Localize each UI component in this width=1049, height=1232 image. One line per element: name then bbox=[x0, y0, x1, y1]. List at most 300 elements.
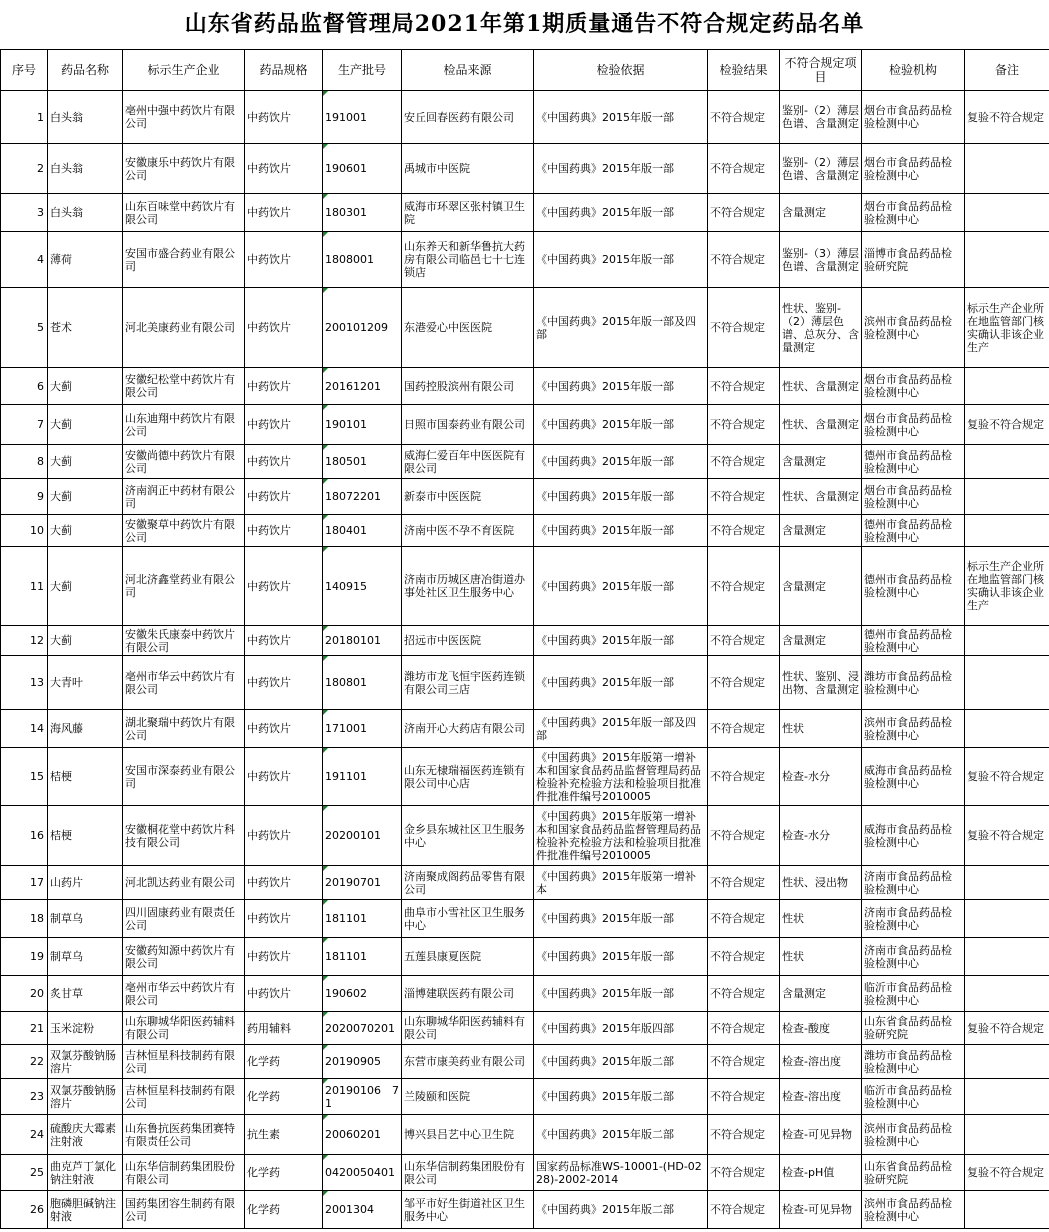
cell-note bbox=[965, 1045, 1049, 1079]
cell-source: 博兴县吕艺中心卫生院 bbox=[402, 1115, 534, 1155]
cell-item: 性状、含量测定 bbox=[780, 479, 862, 515]
cell-source: 禹城市中医院 bbox=[402, 144, 534, 194]
cell-maker: 山东迪翔中药饮片有限公司 bbox=[123, 405, 245, 445]
table-row bbox=[1, 547, 1049, 626]
cell-maker: 亳州市华云中药饮片有限公司 bbox=[123, 976, 245, 1012]
cell-basis: 《中国药典》2015年版一部 bbox=[534, 368, 708, 405]
cell-source: 金乡县东城社区卫生服务中心 bbox=[402, 806, 534, 866]
cell-maker: 山东聊城华阳医药辅料有限公司 bbox=[123, 1012, 245, 1045]
cell-result: 不符合规定 bbox=[708, 748, 780, 806]
table-row bbox=[1, 91, 1049, 144]
cell-no: 14 bbox=[1, 710, 48, 748]
cell-result: 不符合规定 bbox=[708, 445, 780, 479]
cell-result: 不符合规定 bbox=[708, 547, 780, 626]
cell-note bbox=[965, 900, 1049, 938]
table-row bbox=[1, 232, 1049, 288]
cell-name: 山药片 bbox=[48, 866, 123, 900]
cell-no: 11 bbox=[1, 547, 48, 626]
header-maker: 标示生产企业 bbox=[123, 50, 245, 91]
cell-name: 胞磷胆碱钠注射液 bbox=[48, 1191, 123, 1229]
cell-basis: 《中国药典》2015年版一部及四部 bbox=[534, 710, 708, 748]
cell-note bbox=[965, 1191, 1049, 1229]
cell-source: 济南市历城区唐冶街道办事处社区卫生服务中心 bbox=[402, 547, 534, 626]
cell-maker: 国药集团容生制药有限公司 bbox=[123, 1191, 245, 1229]
cell-result: 不符合规定 bbox=[708, 1115, 780, 1155]
cell-agency: 威海市食品药品检验检测中心 bbox=[862, 806, 965, 866]
cell-maker: 安徽聚草中药饮片有限公司 bbox=[123, 515, 245, 547]
cell-maker: 吉林恒星科技制药有限公司 bbox=[123, 1045, 245, 1079]
cell-name: 硫酸庆大霉素注射液 bbox=[48, 1115, 123, 1155]
cell-item: 鉴别-（2）薄层色谱、含量测定 bbox=[780, 144, 862, 194]
cell-spec: 中药饮片 bbox=[245, 866, 323, 900]
table-body bbox=[1, 91, 1049, 1229]
cell-result: 不符合规定 bbox=[708, 515, 780, 547]
table-row bbox=[1, 626, 1049, 656]
cell-basis: 《中国药典》2015年版一部 bbox=[534, 976, 708, 1012]
cell-note: 复验不符合规定 bbox=[965, 748, 1049, 806]
header-batch: 生产批号 bbox=[323, 50, 402, 91]
cell-maker: 安徽尚德中药饮片有限公司 bbox=[123, 445, 245, 479]
cell-result: 不符合规定 bbox=[708, 368, 780, 405]
table-row bbox=[1, 976, 1049, 1012]
cell-batch: 20060201 bbox=[323, 1115, 402, 1155]
cell-no: 9 bbox=[1, 479, 48, 515]
cell-note bbox=[965, 144, 1049, 194]
cell-source: 山东养天和新华鲁抗大药房有限公司临邑七十七连锁店 bbox=[402, 232, 534, 288]
cell-name: 大蓟 bbox=[48, 515, 123, 547]
cell-agency: 潍坊市食品药品检验检测中心 bbox=[862, 1045, 965, 1079]
cell-spec: 中药饮片 bbox=[245, 710, 323, 748]
cell-no: 8 bbox=[1, 445, 48, 479]
cell-source: 淄博建联医药有限公司 bbox=[402, 976, 534, 1012]
cell-name: 桔梗 bbox=[48, 806, 123, 866]
cell-agency: 济南市食品药品检验检测中心 bbox=[862, 938, 965, 976]
cell-item: 检查-水分 bbox=[780, 748, 862, 806]
header-item: 不符合规定项目 bbox=[780, 50, 862, 91]
cell-note bbox=[965, 515, 1049, 547]
cell-note bbox=[965, 866, 1049, 900]
table-row bbox=[1, 479, 1049, 515]
table-row bbox=[1, 710, 1049, 748]
cell-spec: 中药饮片 bbox=[245, 515, 323, 547]
cell-batch: 180801 bbox=[323, 656, 402, 710]
cell-basis: 《中国药典》2015年版一部 bbox=[534, 938, 708, 976]
cell-maker: 安徽朱氏康泰中药饮片有限公司 bbox=[123, 626, 245, 656]
cell-result: 不符合规定 bbox=[708, 288, 780, 368]
cell-item: 性状、含量测定 bbox=[780, 368, 862, 405]
table-row bbox=[1, 866, 1049, 900]
header-spec: 药品规格 bbox=[245, 50, 323, 91]
cell-spec: 中药饮片 bbox=[245, 900, 323, 938]
cell-spec: 中药饮片 bbox=[245, 368, 323, 405]
cell-basis: 《中国药典》2015年版二部 bbox=[534, 1115, 708, 1155]
cell-source: 邹平市好生街道社区卫生服务中心 bbox=[402, 1191, 534, 1229]
cell-item: 检查-溶出度 bbox=[780, 1079, 862, 1115]
cell-basis: 《中国药典》2015年版一部及四部 bbox=[534, 288, 708, 368]
cell-note bbox=[965, 1079, 1049, 1115]
cell-spec: 化学药 bbox=[245, 1079, 323, 1115]
cell-item: 含量测定 bbox=[780, 515, 862, 547]
cell-note: 复验不符合规定 bbox=[965, 405, 1049, 445]
cell-no: 25 bbox=[1, 1155, 48, 1191]
cell-batch: 181101 bbox=[323, 900, 402, 938]
cell-name: 大蓟 bbox=[48, 547, 123, 626]
cell-result: 不符合规定 bbox=[708, 626, 780, 656]
cell-batch: 0420050401 bbox=[323, 1155, 402, 1191]
cell-source: 潍坊市龙飞恒宇医药连锁有限公司三店 bbox=[402, 656, 534, 710]
cell-batch: 20190701 bbox=[323, 866, 402, 900]
cell-maker: 安徽康乐中药饮片有限公司 bbox=[123, 144, 245, 194]
header-basis: 检验依据 bbox=[534, 50, 708, 91]
cell-result: 不符合规定 bbox=[708, 405, 780, 445]
cell-result: 不符合规定 bbox=[708, 656, 780, 710]
cell-agency: 威海市食品药品检验检测中心 bbox=[862, 748, 965, 806]
cell-basis: 《中国药典》2015年版一部 bbox=[534, 547, 708, 626]
cell-note bbox=[965, 656, 1049, 710]
cell-basis: 《中国药典》2015年版一部 bbox=[534, 194, 708, 232]
cell-source: 济南中医不孕不育医院 bbox=[402, 515, 534, 547]
cell-agency: 临沂市食品药品检验检测中心 bbox=[862, 1079, 965, 1115]
header-result: 检验结果 bbox=[708, 50, 780, 91]
cell-item: 检查-水分 bbox=[780, 806, 862, 866]
cell-note bbox=[965, 479, 1049, 515]
cell-basis: 《中国药典》2015年版四部 bbox=[534, 1012, 708, 1045]
cell-batch: 191101 bbox=[323, 748, 402, 806]
cell-item: 性状 bbox=[780, 900, 862, 938]
cell-spec: 中药饮片 bbox=[245, 479, 323, 515]
cell-basis: 《中国药典》2015年版一部 bbox=[534, 900, 708, 938]
table-row bbox=[1, 368, 1049, 405]
cell-no: 22 bbox=[1, 1045, 48, 1079]
cell-result: 不符合规定 bbox=[708, 1155, 780, 1191]
cell-batch: 140915 bbox=[323, 547, 402, 626]
cell-agency: 烟台市食品药品检验检测中心 bbox=[862, 405, 965, 445]
cell-spec: 化学药 bbox=[245, 1191, 323, 1229]
cell-no: 4 bbox=[1, 232, 48, 288]
cell-no: 6 bbox=[1, 368, 48, 405]
cell-spec: 抗生素 bbox=[245, 1115, 323, 1155]
cell-name: 大青叶 bbox=[48, 656, 123, 710]
cell-agency: 烟台市食品药品检验检测中心 bbox=[862, 368, 965, 405]
cell-source: 曲阜市小雪社区卫生服务中心 bbox=[402, 900, 534, 938]
cell-agency: 滨州市食品药品检验检测中心 bbox=[862, 288, 965, 368]
table-row bbox=[1, 1012, 1049, 1045]
cell-no: 13 bbox=[1, 656, 48, 710]
cell-note bbox=[965, 976, 1049, 1012]
cell-source: 山东聊城华阳医药辅料有限公司 bbox=[402, 1012, 534, 1045]
cell-basis: 《中国药典》2015年版一部 bbox=[534, 626, 708, 656]
cell-name: 海风藤 bbox=[48, 710, 123, 748]
cell-basis: 《中国药典》2015年版第一增补本和国家食品药品监督管理局药品检验补充检验方法和检验项目批准件批准件编号2010005 bbox=[534, 748, 708, 806]
cell-basis: 《中国药典》2015年版二部 bbox=[534, 1045, 708, 1079]
cell-maker: 山东华信制药集团股份有限公司 bbox=[123, 1155, 245, 1191]
table-row bbox=[1, 656, 1049, 710]
table-row bbox=[1, 1045, 1049, 1079]
cell-item: 含量测定 bbox=[780, 626, 862, 656]
cell-maker: 安国市深泰药业有限公司 bbox=[123, 748, 245, 806]
cell-maker: 亳州中强中药饮片有限公司 bbox=[123, 91, 245, 144]
cell-maker: 安徽药知源中药饮片有限公司 bbox=[123, 938, 245, 976]
cell-item: 含量测定 bbox=[780, 445, 862, 479]
cell-batch: 180501 bbox=[323, 445, 402, 479]
cell-spec: 药用辅料 bbox=[245, 1012, 323, 1045]
cell-no: 23 bbox=[1, 1079, 48, 1115]
cell-no: 3 bbox=[1, 194, 48, 232]
cell-source: 新泰市中医医院 bbox=[402, 479, 534, 515]
cell-item: 性状、浸出物 bbox=[780, 866, 862, 900]
table-row bbox=[1, 194, 1049, 232]
cell-note: 复验不符合规定 bbox=[965, 1012, 1049, 1045]
cell-agency: 烟台市食品药品检验检测中心 bbox=[862, 479, 965, 515]
cell-note bbox=[965, 232, 1049, 288]
cell-basis: 《中国药典》2015年版一部 bbox=[534, 479, 708, 515]
cell-batch: 191001 bbox=[323, 91, 402, 144]
cell-maker: 吉林恒星科技制药有限公司 bbox=[123, 1079, 245, 1115]
cell-batch: 20190106 71 bbox=[323, 1079, 402, 1115]
cell-name: 苍术 bbox=[48, 288, 123, 368]
cell-note: 复验不符合规定 bbox=[965, 806, 1049, 866]
cell-item: 鉴别-（2）薄层色谱、含量测定 bbox=[780, 91, 862, 144]
cell-basis: 《中国药典》2015年版一部 bbox=[534, 405, 708, 445]
cell-item: 检查-pH值 bbox=[780, 1155, 862, 1191]
cell-item: 检查-可见异物 bbox=[780, 1115, 862, 1155]
cell-no: 5 bbox=[1, 288, 48, 368]
table-row bbox=[1, 445, 1049, 479]
cell-result: 不符合规定 bbox=[708, 91, 780, 144]
header-no: 序号 bbox=[1, 50, 48, 91]
cell-maker: 河北济鑫堂药业有限公司 bbox=[123, 547, 245, 626]
cell-agency: 德州市食品药品检验检测中心 bbox=[862, 626, 965, 656]
cell-result: 不符合规定 bbox=[708, 938, 780, 976]
cell-no: 7 bbox=[1, 405, 48, 445]
table-row bbox=[1, 1191, 1049, 1229]
cell-source: 济南开心大药店有限公司 bbox=[402, 710, 534, 748]
table-row bbox=[1, 900, 1049, 938]
cell-no: 19 bbox=[1, 938, 48, 976]
table-row bbox=[1, 144, 1049, 194]
cell-agency: 滨州市食品药品检验检测中心 bbox=[862, 1191, 965, 1229]
cell-basis: 《中国药典》2015年版一部 bbox=[534, 91, 708, 144]
cell-maker: 安国市盛合药业有限公司 bbox=[123, 232, 245, 288]
cell-result: 不符合规定 bbox=[708, 1045, 780, 1079]
cell-basis: 《中国药典》2015年版一部 bbox=[534, 144, 708, 194]
cell-maker: 山东鲁抗医药集团赛特有限责任公司 bbox=[123, 1115, 245, 1155]
cell-agency: 滨州市食品药品检验检测中心 bbox=[862, 1115, 965, 1155]
cell-maker: 山东百味堂中药饮片有限公司 bbox=[123, 194, 245, 232]
cell-batch: 20180101 bbox=[323, 626, 402, 656]
cell-agency: 烟台市食品药品检验检测中心 bbox=[862, 144, 965, 194]
cell-item: 性状 bbox=[780, 938, 862, 976]
cell-no: 16 bbox=[1, 806, 48, 866]
cell-maker: 湖北聚瑞中药饮片有限公司 bbox=[123, 710, 245, 748]
cell-name: 大蓟 bbox=[48, 445, 123, 479]
page-title: 山东省药品监督管理局2021年第1期质量通告不符合规定药品名单 bbox=[0, 0, 1049, 50]
cell-spec: 中药饮片 bbox=[245, 748, 323, 806]
cell-no: 20 bbox=[1, 976, 48, 1012]
cell-batch: 171001 bbox=[323, 710, 402, 748]
cell-source: 济南聚成阁药品零售有限公司 bbox=[402, 866, 534, 900]
drug-table bbox=[0, 49, 1049, 1229]
cell-source: 东港爱心中医医院 bbox=[402, 288, 534, 368]
cell-source: 国药控股滨州有限公司 bbox=[402, 368, 534, 405]
table-row bbox=[1, 1115, 1049, 1155]
table-row bbox=[1, 938, 1049, 976]
cell-name: 白头翁 bbox=[48, 144, 123, 194]
cell-batch: 190601 bbox=[323, 144, 402, 194]
cell-spec: 中药饮片 bbox=[245, 547, 323, 626]
cell-spec: 中药饮片 bbox=[245, 626, 323, 656]
cell-agency: 德州市食品药品检验检测中心 bbox=[862, 547, 965, 626]
cell-name: 白头翁 bbox=[48, 194, 123, 232]
cell-note: 标示生产企业所在地监管部门核实确认非该企业生产 bbox=[965, 288, 1049, 368]
cell-maker: 安徽纪松堂中药饮片有限公司 bbox=[123, 368, 245, 405]
cell-spec: 中药饮片 bbox=[245, 445, 323, 479]
table-row bbox=[1, 405, 1049, 445]
cell-result: 不符合规定 bbox=[708, 479, 780, 515]
cell-maker: 济南润正中药材有限公司 bbox=[123, 479, 245, 515]
cell-source: 威海仁爱百年中医医院有限公司 bbox=[402, 445, 534, 479]
cell-batch: 20200101 bbox=[323, 806, 402, 866]
cell-source: 五莲县康夏医院 bbox=[402, 938, 534, 976]
cell-source: 山东华信制药集团股份有限公司 bbox=[402, 1155, 534, 1191]
cell-item: 性状 bbox=[780, 710, 862, 748]
cell-item: 性状、含量测定 bbox=[780, 405, 862, 445]
cell-name: 制草乌 bbox=[48, 938, 123, 976]
cell-agency: 烟台市食品药品检验检测中心 bbox=[862, 91, 965, 144]
table-row bbox=[1, 806, 1049, 866]
header-note: 备注 bbox=[965, 50, 1049, 91]
cell-batch: 190602 bbox=[323, 976, 402, 1012]
cell-item: 检查-可见异物 bbox=[780, 1191, 862, 1229]
cell-batch: 2020070201 bbox=[323, 1012, 402, 1045]
cell-note bbox=[965, 194, 1049, 232]
cell-note bbox=[965, 938, 1049, 976]
cell-no: 26 bbox=[1, 1191, 48, 1229]
cell-no: 10 bbox=[1, 515, 48, 547]
cell-spec: 中药饮片 bbox=[245, 91, 323, 144]
cell-agency: 山东省食品药品检验研究院 bbox=[862, 1012, 965, 1045]
cell-batch: 20190905 bbox=[323, 1045, 402, 1079]
cell-name: 炙甘草 bbox=[48, 976, 123, 1012]
table-row bbox=[1, 288, 1049, 368]
cell-batch: 18072201 bbox=[323, 479, 402, 515]
cell-basis: 《中国药典》2015年版一部 bbox=[534, 515, 708, 547]
cell-maker: 四川固康药业有限责任公司 bbox=[123, 900, 245, 938]
table-row bbox=[1, 1155, 1049, 1191]
cell-basis: 国家药品标准WS-10001-(HD-0228)-2002-2014 bbox=[534, 1155, 708, 1191]
cell-source: 山东无棣瑞福医药连锁有限公司中心店 bbox=[402, 748, 534, 806]
cell-result: 不符合规定 bbox=[708, 976, 780, 1012]
cell-name: 玉米淀粉 bbox=[48, 1012, 123, 1045]
cell-item: 含量测定 bbox=[780, 194, 862, 232]
cell-agency: 德州市食品药品检验检测中心 bbox=[862, 445, 965, 479]
cell-item: 性状、鉴别、浸出物、含量测定 bbox=[780, 656, 862, 710]
cell-note: 复验不符合规定 bbox=[965, 1155, 1049, 1191]
cell-note bbox=[965, 368, 1049, 405]
cell-no: 21 bbox=[1, 1012, 48, 1045]
cell-batch: 200101209 bbox=[323, 288, 402, 368]
cell-spec: 中药饮片 bbox=[245, 194, 323, 232]
cell-basis: 《中国药典》2015年版一部 bbox=[534, 232, 708, 288]
cell-maker: 河北美康药业有限公司 bbox=[123, 288, 245, 368]
cell-name: 大蓟 bbox=[48, 368, 123, 405]
cell-result: 不符合规定 bbox=[708, 194, 780, 232]
cell-item: 检查-溶出度 bbox=[780, 1045, 862, 1079]
cell-result: 不符合规定 bbox=[708, 900, 780, 938]
cell-maker: 安徽桐花堂中药饮片科技有限公司 bbox=[123, 806, 245, 866]
cell-note bbox=[965, 1115, 1049, 1155]
cell-agency: 潍坊市食品药品检验检测中心 bbox=[862, 656, 965, 710]
cell-no: 2 bbox=[1, 144, 48, 194]
cell-agency: 淄博市食品药品检验研究院 bbox=[862, 232, 965, 288]
cell-spec: 化学药 bbox=[245, 1045, 323, 1079]
cell-agency: 山东省食品药品检验研究院 bbox=[862, 1155, 965, 1191]
cell-source: 日照市国泰药业有限公司 bbox=[402, 405, 534, 445]
cell-spec: 中药饮片 bbox=[245, 806, 323, 866]
cell-agency: 济南市食品药品检验检测中心 bbox=[862, 900, 965, 938]
cell-name: 桔梗 bbox=[48, 748, 123, 806]
cell-spec: 中药饮片 bbox=[245, 938, 323, 976]
header-row bbox=[1, 50, 1049, 91]
cell-name: 大蓟 bbox=[48, 479, 123, 515]
cell-name: 曲克芦丁氯化钠注射液 bbox=[48, 1155, 123, 1191]
cell-name: 双氯芬酸钠肠溶片 bbox=[48, 1045, 123, 1079]
cell-no: 17 bbox=[1, 866, 48, 900]
cell-agency: 滨州市食品药品检验检测中心 bbox=[862, 710, 965, 748]
cell-name: 白头翁 bbox=[48, 91, 123, 144]
cell-spec: 中药饮片 bbox=[245, 288, 323, 368]
cell-source: 兰陵颐和医院 bbox=[402, 1079, 534, 1115]
cell-spec: 中药饮片 bbox=[245, 144, 323, 194]
cell-agency: 德州市食品药品检验检测中心 bbox=[862, 515, 965, 547]
table-row bbox=[1, 515, 1049, 547]
cell-note bbox=[965, 445, 1049, 479]
cell-spec: 中药饮片 bbox=[245, 976, 323, 1012]
cell-maker: 亳州市华云中药饮片有限公司 bbox=[123, 656, 245, 710]
cell-batch: 2001304 bbox=[323, 1191, 402, 1229]
cell-no: 12 bbox=[1, 626, 48, 656]
cell-spec: 化学药 bbox=[245, 1155, 323, 1191]
cell-batch: 180301 bbox=[323, 194, 402, 232]
cell-name: 制草乌 bbox=[48, 900, 123, 938]
cell-basis: 《中国药典》2015年版第一增补本和国家食品药品监督管理局药品检验补充检验方法和检验项目批准件批准件编号2010005 bbox=[534, 806, 708, 866]
cell-basis: 《中国药典》2015年版第一增补本 bbox=[534, 866, 708, 900]
cell-result: 不符合规定 bbox=[708, 144, 780, 194]
table-row bbox=[1, 1079, 1049, 1115]
cell-note bbox=[965, 710, 1049, 748]
cell-result: 不符合规定 bbox=[708, 1079, 780, 1115]
header-source: 检品来源 bbox=[402, 50, 534, 91]
cell-note: 复验不符合规定 bbox=[965, 91, 1049, 144]
cell-result: 不符合规定 bbox=[708, 1191, 780, 1229]
cell-source: 威海市环翠区张村镇卫生院 bbox=[402, 194, 534, 232]
cell-basis: 《中国药典》2015年版一部 bbox=[534, 445, 708, 479]
cell-result: 不符合规定 bbox=[708, 232, 780, 288]
cell-result: 不符合规定 bbox=[708, 806, 780, 866]
cell-name: 大蓟 bbox=[48, 626, 123, 656]
cell-name: 大蓟 bbox=[48, 405, 123, 445]
cell-basis: 《中国药典》2015年版二部 bbox=[534, 1079, 708, 1115]
cell-batch: 1808001 bbox=[323, 232, 402, 288]
cell-no: 15 bbox=[1, 748, 48, 806]
cell-source: 东营市康美药业有限公司 bbox=[402, 1045, 534, 1079]
cell-agency: 济南市食品药品检验检测中心 bbox=[862, 866, 965, 900]
cell-item: 含量测定 bbox=[780, 547, 862, 626]
cell-spec: 中药饮片 bbox=[245, 405, 323, 445]
header-agency: 检验机构 bbox=[862, 50, 965, 91]
cell-spec: 中药饮片 bbox=[245, 656, 323, 710]
cell-item: 检查-酸度 bbox=[780, 1012, 862, 1045]
